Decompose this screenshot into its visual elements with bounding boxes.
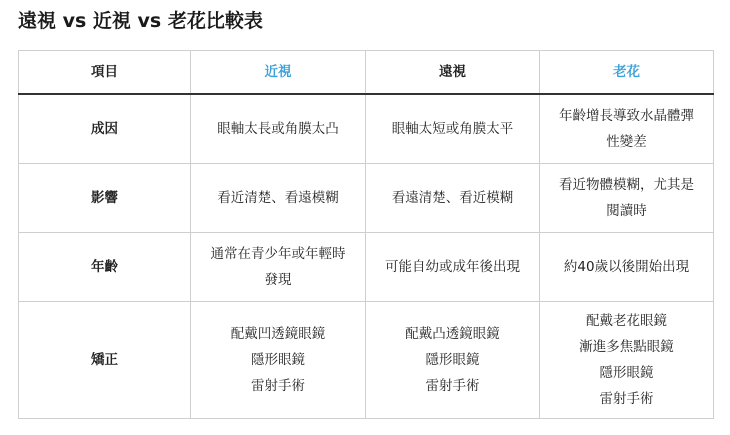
cell-line: 通常在青少年或年輕時 [210, 246, 346, 262]
cell-line: 眼軸太短或角膜太平 [391, 121, 514, 137]
cell-line: 眼軸太長或角膜太凸 [217, 121, 339, 137]
cell-line: 雷射手術 [251, 378, 305, 394]
row-label-cause: 成因 [19, 94, 191, 164]
cell-line: 隱形眼鏡 [425, 352, 480, 368]
cell-line: 雷射手術 [425, 378, 480, 394]
cell-myopia-age [191, 233, 366, 302]
cell-presbyopia-effect [540, 164, 714, 233]
table-header-row [19, 51, 714, 95]
row-label-age: 年齡 [19, 233, 191, 302]
cell-line: 看近清楚、看遠模糊 [217, 190, 339, 206]
cell-line: 雷射手術 [599, 391, 654, 407]
page-title: 遠視 vs 近視 vs 老花比較表 [18, 10, 263, 32]
table-row [19, 164, 714, 233]
cell-line: 隱形眼鏡 [251, 352, 305, 368]
cell-line: 看近物體模糊，尤其是 [559, 177, 694, 193]
cell-line: 性變差 [606, 134, 647, 150]
header-item: 項目 [19, 51, 191, 95]
cell-presbyopia-age [540, 233, 714, 302]
cell-presbyopia-cause [540, 94, 714, 164]
cell-presbyopia-correction [540, 302, 714, 419]
row-label-correction: 矯正 [19, 302, 191, 419]
header-presbyopia: 老花 [540, 51, 714, 95]
table-row [19, 233, 714, 302]
cell-line: 可能自幼或成年後出現 [385, 259, 520, 275]
header-myopia: 近視 [191, 51, 366, 95]
cell-hyperopia-cause [366, 94, 540, 164]
cell-hyperopia-effect [366, 164, 540, 233]
cell-line: 閱讀時 [606, 203, 647, 219]
cell-line: 配戴凹透鏡眼鏡 [230, 326, 326, 342]
cell-line: 配戴凸透鏡眼鏡 [405, 326, 500, 342]
row-label-effect: 影響 [19, 164, 191, 233]
cell-myopia-effect [191, 164, 366, 233]
cell-line: 年齡增長導致水晶體彈 [559, 108, 694, 124]
cell-line: 配戴老花眼鏡 [586, 313, 667, 329]
cell-line: 看遠清楚、看近模糊 [391, 190, 514, 206]
cell-line: 隱形眼鏡 [599, 365, 654, 381]
comparison-table [18, 50, 714, 419]
cell-hyperopia-age [366, 233, 540, 302]
table-row [19, 302, 714, 419]
cell-myopia-correction [191, 302, 366, 419]
table-row [19, 94, 714, 164]
cell-myopia-cause [191, 94, 366, 164]
cell-line: 漸進多焦點眼鏡 [579, 339, 674, 355]
cell-line: 發現 [264, 272, 292, 288]
cell-line: 約40歲以後開始出現 [563, 259, 690, 275]
header-hyperopia: 遠視 [366, 51, 540, 95]
cell-hyperopia-correction [366, 302, 540, 419]
